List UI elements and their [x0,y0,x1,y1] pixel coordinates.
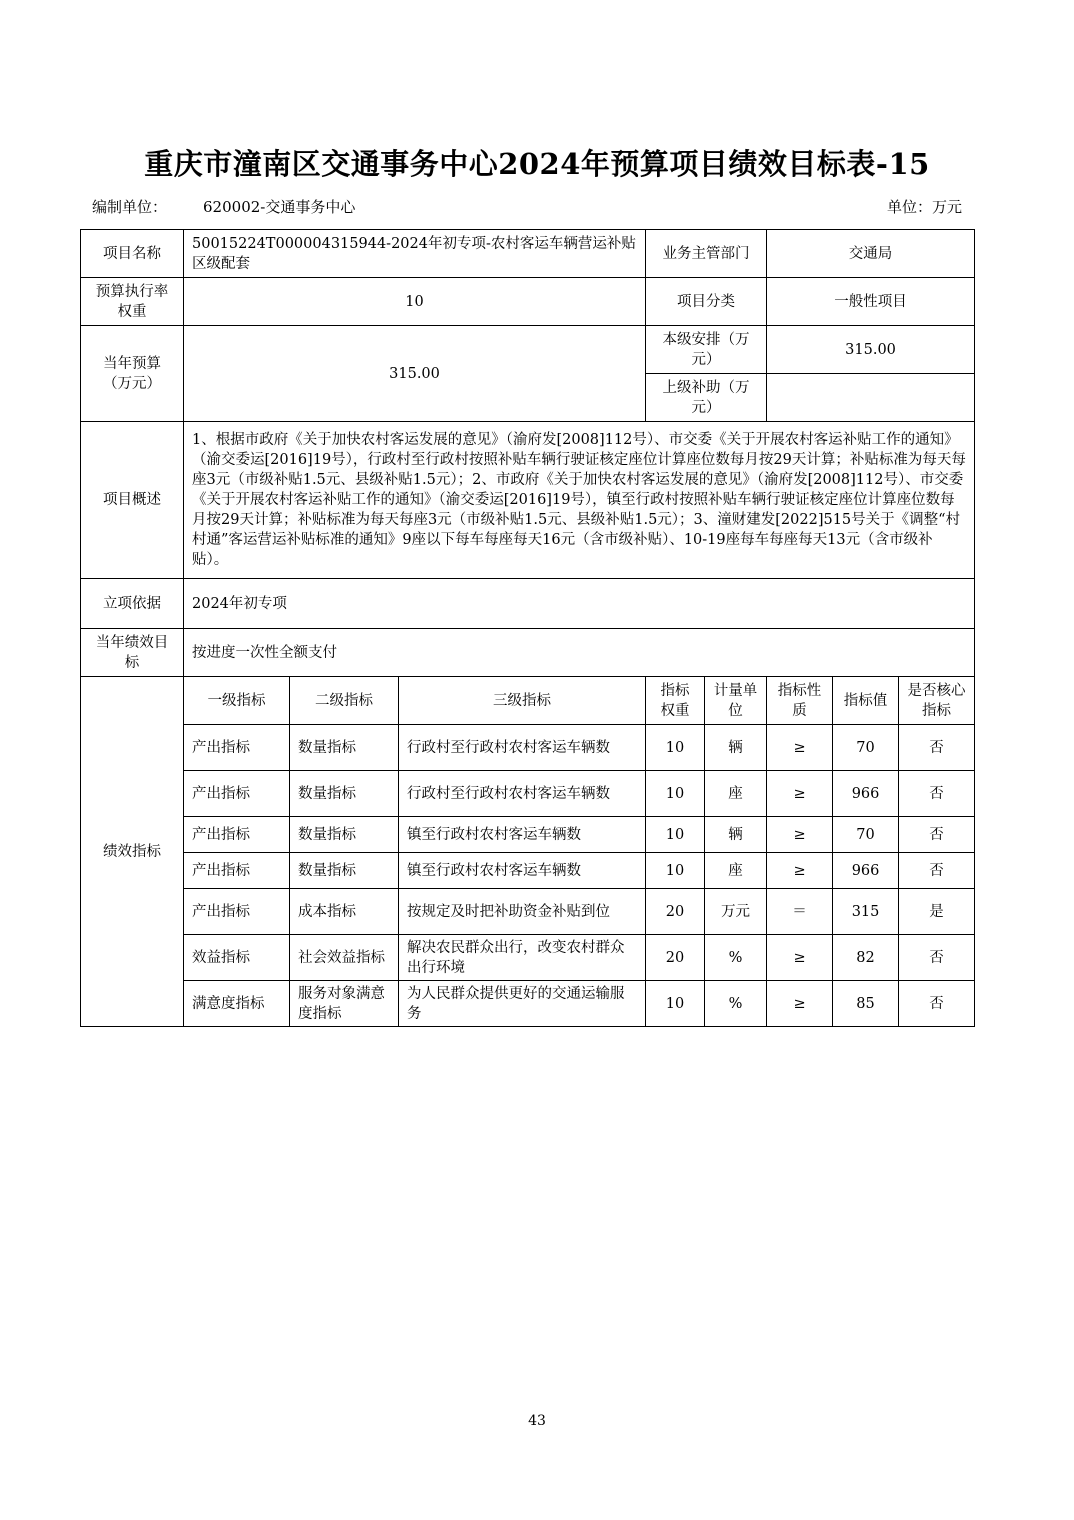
level1-cell: 产出指标 [184,817,290,853]
overview-value: 1、根据市政府《关于加快农村客运发展的意见》（渝府发[2008]112号）、市交委《关于开展农村客运补贴工作的通知》（渝交委运[2016]19号），行政村至行政村按照补贴车辆行驶证核定座位计算座位数每月按29天计算；补贴标准为每天每座3元（市级补贴1.5元、县级补贴1.5元）；2、市政府《关于加快农村客运发展的意见》（渝府发[2008]112号）、市交委《关于开展农村客运补贴工作的通知》（渝交委运[2016]19号），镇至行政村按照补贴车辆行驶证核定座位计算座位数每月按29天计算；补贴标准为每天每座3元（市级补贴1.5元、县级补贴1.5元）；3、潼财建发[2022]515号关于《调整“村村通”客运营运补贴标准的通知》9座以下每车每座每天16元（含市级补贴）、10-19座每车每座每天13元（含市级补贴）。 [184,422,975,579]
value-cell: 70 [833,725,899,771]
unit-cell: % [705,981,767,1027]
level1-cell: 产出指标 [184,725,290,771]
dept-value: 交通局 [767,230,975,278]
level1-cell: 效益指标 [184,935,290,981]
upper-label: 上级补助（万元） [646,374,767,422]
budget-value: 315.00 [184,326,646,422]
perf-header-core: 是否核心指标 [899,677,975,725]
level2-cell: 数量指标 [290,771,399,817]
budget-label: 当年预算（万元） [81,326,184,422]
weight-cell: 10 [646,817,705,853]
table-row [81,771,975,817]
level3-cell: 镇至行政村农村客运车辆数 [399,817,646,853]
table-row [81,853,975,889]
core-cell: 否 [899,981,975,1027]
level1-cell: 产出指标 [184,853,290,889]
table-row [81,935,975,981]
level3-cell: 解决农民群众出行，改变农村群众出行环境 [399,935,646,981]
weight-cell: 10 [646,853,705,889]
level1-cell: 产出指标 [184,889,290,935]
compiling-unit [92,196,355,217]
category-value: 一般性项目 [767,278,975,326]
weight-cell: 10 [646,725,705,771]
nature-cell: ≥ [767,981,833,1027]
value-cell: 82 [833,935,899,981]
goal-value: 按进度一次性全额支付 [184,629,975,677]
dept-label: 业务主管部门 [646,230,767,278]
basis-label: 立项依据 [81,579,184,629]
level3-cell: 行政村至行政村农村客运车辆数 [399,725,646,771]
level2-cell: 数量指标 [290,817,399,853]
level2-cell: 数量指标 [290,853,399,889]
level1-cell: 满意度指标 [184,981,290,1027]
level2-cell: 数量指标 [290,725,399,771]
nature-cell: ≥ [767,853,833,889]
local-value: 315.00 [767,326,975,374]
core-cell: 否 [899,853,975,889]
nature-cell: ≥ [767,771,833,817]
weight-value: 10 [184,278,646,326]
perf-header-weight: 指标权重 [646,677,705,725]
value-cell: 315 [833,889,899,935]
unit-cell: % [705,935,767,981]
value-cell: 70 [833,817,899,853]
table-row [81,981,975,1027]
currency-unit: 单位：万元 [886,198,962,216]
weight-cell: 10 [646,771,705,817]
weight-cell: 20 [646,935,705,981]
core-cell: 否 [899,771,975,817]
basis-value: 2024年初专项 [184,579,975,629]
category-label: 项目分类 [646,278,767,326]
table-row [81,725,975,771]
unit-cell: 万元 [705,889,767,935]
page-number: 43 [528,1413,546,1429]
project-name-value: 50015224T000004315944-2024年初专项-农村客运车辆营运补贴区级配套 [184,230,646,278]
perf-label: 绩效指标 [81,677,184,1027]
value-cell: 966 [833,853,899,889]
level3-cell: 行政村至行政村农村客运车辆数 [399,771,646,817]
level3-cell: 为人民群众提供更好的交通运输服务 [399,981,646,1027]
level1-cell: 产出指标 [184,771,290,817]
core-cell: 否 [899,725,975,771]
weight-cell: 10 [646,981,705,1027]
nature-cell: ≥ [767,817,833,853]
level2-cell: 服务对象满意度指标 [290,981,399,1027]
weight-cell: 20 [646,889,705,935]
core-cell: 否 [899,935,975,981]
perf-header-nature: 指标性质 [767,677,833,725]
weight-label: 预算执行率权重 [81,278,184,326]
project-name-label: 项目名称 [81,230,184,278]
upper-value [767,374,975,422]
table-row [81,817,975,853]
unit-cell: 辆 [705,725,767,771]
core-cell: 否 [899,817,975,853]
goal-label: 当年绩效目标 [81,629,184,677]
level2-cell: 社会效益指标 [290,935,399,981]
performance-target-table [80,229,975,1027]
unit-cell: 座 [705,853,767,889]
value-cell: 85 [833,981,899,1027]
page-title: 重庆市潼南区交通事务中心2024年预算项目绩效目标表-15 [144,147,930,181]
perf-header-level3: 三级指标 [399,677,646,725]
level3-cell: 镇至行政村农村客运车辆数 [399,853,646,889]
nature-cell: ＝ [767,889,833,935]
unit-cell: 座 [705,771,767,817]
unit-cell: 辆 [705,817,767,853]
perf-header-unit: 计量单位 [705,677,767,725]
perf-header-level2: 二级指标 [290,677,399,725]
table-row [81,889,975,935]
perf-header-value: 指标值 [833,677,899,725]
core-cell: 是 [899,889,975,935]
nature-cell: ≥ [767,935,833,981]
compiling-unit-value: 620002-交通事务中心 [203,198,356,216]
nature-cell: ≥ [767,725,833,771]
level3-cell: 按规定及时把补助资金补贴到位 [399,889,646,935]
level2-cell: 成本指标 [290,889,399,935]
local-label: 本级安排（万元） [646,326,767,374]
perf-header-level1: 一级指标 [184,677,290,725]
overview-label: 项目概述 [81,422,184,579]
compiling-unit-label: 编制单位： [92,198,168,216]
value-cell: 966 [833,771,899,817]
